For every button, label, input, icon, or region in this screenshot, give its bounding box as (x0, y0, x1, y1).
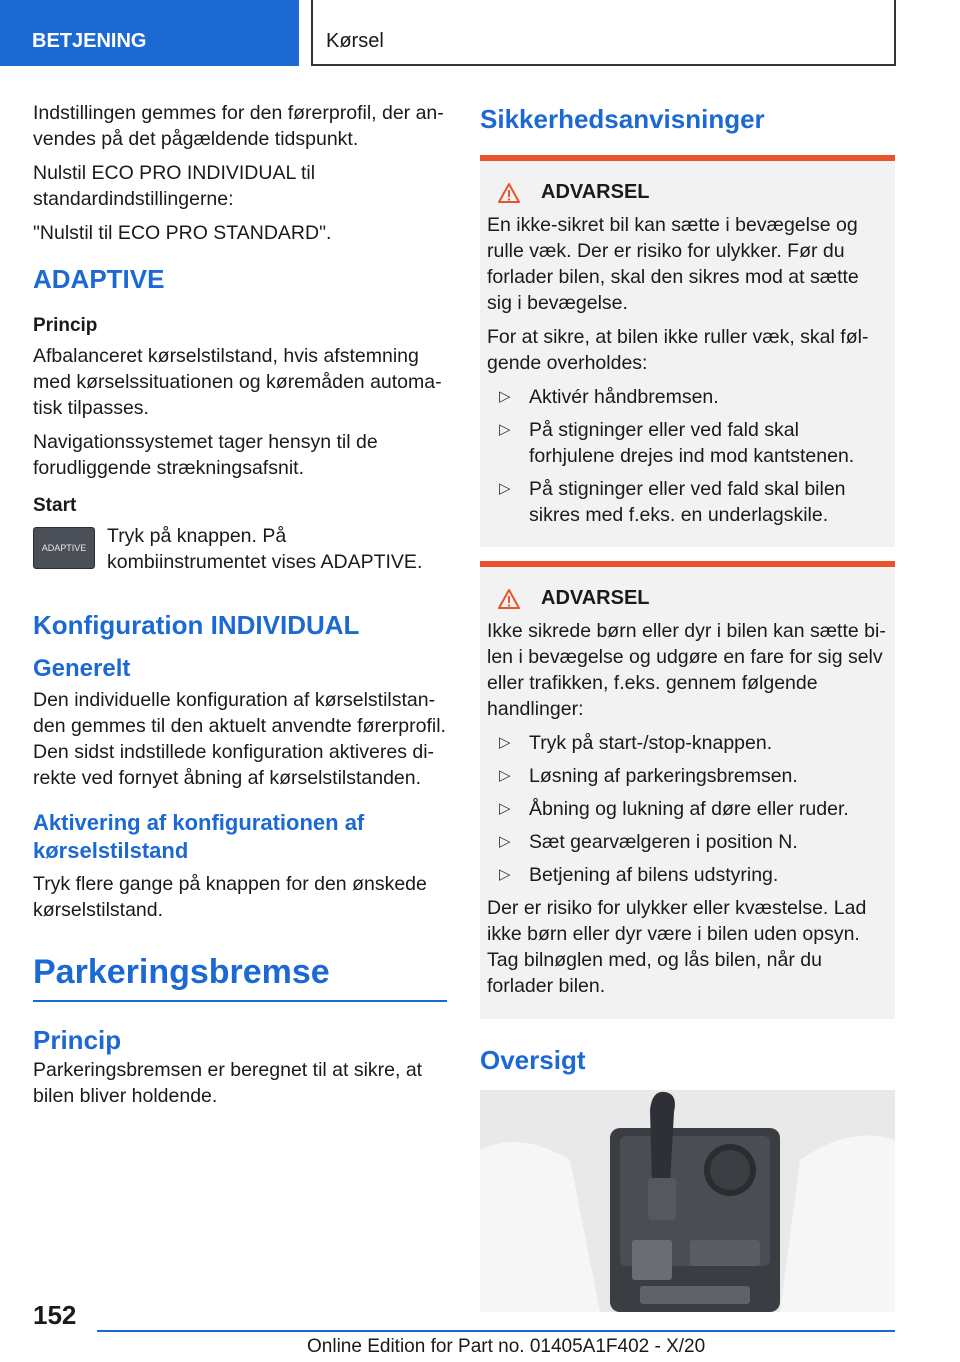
generelt-text: Den individuelle konfiguration af kørselstilstanden gemmes til den aktuelt anvendte førerprofil. Den sidst indstillede konfiguration aktiveres direkte ved fornyet åbning af kørselstilstanden. (33, 689, 446, 789)
aktivering-text: Tryk flere gange på knappen for den ønskede kørselstilstand. (33, 873, 427, 921)
warning1-text-2: For at sikre, at bilen ikke ruller væk, skal følgende overholdes: (487, 326, 869, 374)
right-column (480, 100, 895, 1312)
warning-triangle-icon (497, 182, 521, 204)
intro-paragraph-1: Indstillingen gemmes for den førerprofil, der anvendes på det pågældende tidspunkt. (33, 102, 444, 150)
princip-text-1: Afbalanceret kørselstilstand, hvis afstemning med kørselssituationen og køremåden automatisk tilpasses. (33, 345, 442, 419)
list-item: ▷ Aktivér håndbremsen. (499, 386, 719, 408)
footer-divider (97, 1330, 895, 1332)
section-tab: BETJENING (0, 0, 299, 66)
intro-paragraph-3: "Nulstil til ECO PRO STANDARD". (33, 222, 332, 244)
generelt-heading: Generelt (33, 655, 131, 682)
princip2-heading: Princip (33, 1025, 122, 1055)
warning-triangle-icon (497, 588, 521, 610)
bullet-triangle-icon: ▷ (499, 800, 511, 817)
bullet-triangle-icon: ▷ (499, 833, 511, 850)
adaptive-button-image: ADAPTIVE (33, 527, 95, 569)
page-number: 152 (33, 1300, 77, 1330)
list-item: ▷ Tryk på start-/stop-knappen. (499, 732, 773, 754)
intro-paragraph-2: Nulstil ECO PRO INDIVIDUAL til standardindstillingerne: (33, 162, 316, 210)
bullet-triangle-icon: ▷ (499, 767, 511, 784)
warning2-text-1: Ikke sikrede børn eller dyr i bilen kan sætte bilen i bevægelse og udgøre en fare for sig selv eller trafikken, f.eks. gennem følgende handlinger: (487, 620, 886, 720)
start-label: Start (33, 495, 77, 516)
princip-text-2: Navigationssystemet tager hensyn til de forudliggende strækningsafsnit. (33, 431, 378, 479)
sikkerhed-heading: Sikkerhedsanvisninger (480, 104, 765, 134)
list-item: ▷ På stigninger eller ved fald skal bilen sikres med f.eks. en underlagskile. (499, 478, 846, 526)
list-item: ▷ Åbning og lukning af døre eller ruder. (499, 798, 849, 820)
bullet-triangle-icon: ▷ (499, 421, 511, 438)
aktivering-heading: Aktivering af konfigurationen af kørselstilstand (33, 810, 365, 863)
bullet-triangle-icon: ▷ (499, 734, 511, 751)
warning1-list (499, 384, 887, 528)
warning-head-2 (497, 587, 887, 610)
list-item: ▷ Løsning af parkeringsbremsen. (499, 765, 798, 787)
warning-box-1 (480, 155, 895, 547)
warning-head-1 (497, 181, 887, 204)
footer-edition: Online Edition for Part no. 01405A1F402 - X/20 (307, 1336, 706, 1357)
adaptive-heading: ADAPTIVE (33, 264, 165, 294)
bullet-triangle-icon: ▷ (499, 388, 511, 405)
warning2-list (499, 730, 887, 888)
warning-label-1: ADVARSEL (541, 181, 650, 203)
warning2-text-2: Der er risiko for ulykker eller kvæstelse. Lad ikke børn eller dyr være i bilen uden opsyn. Tag bilnøglen med, og lås bilen, når du forlader bilen. (487, 897, 867, 997)
list-item: ▷ På stigninger eller ved fald skal forhjulene drejes ind mod kantstenen. (499, 419, 855, 467)
oversigt-heading: Oversigt (480, 1045, 586, 1075)
warning-box-2 (480, 561, 895, 1019)
bullet-triangle-icon: ▷ (499, 866, 511, 883)
start-text: Tryk på knappen. På kombiinstrumentet vises ADAPTIVE. (107, 525, 423, 573)
warning1-text-1: En ikke-sikret bil kan sætte i bevægelse og rulle væk. Der er risiko for ulykker. Før du forlader bilen, skal den sikres mod at sætte sig i bevægelse. (487, 214, 859, 314)
list-item: ▷ Sæt gearvælgeren i position N. (499, 831, 798, 853)
center-console-illustration (480, 1090, 895, 1312)
chapter-title: Kørsel (311, 0, 896, 66)
list-item: ▷ Betjening af bilens udstyring. (499, 864, 779, 886)
bullet-triangle-icon: ▷ (499, 480, 511, 497)
princip-label: Princip (33, 315, 98, 336)
princip2-text: Parkeringsbremsen er beregnet til at sikre, at bilen bliver holdende. (33, 1059, 423, 1107)
warning-label-2: ADVARSEL (541, 587, 650, 609)
left-column (33, 100, 447, 1117)
konfig-heading: Konfiguration INDIVIDUAL (33, 610, 360, 640)
parkeringsbremse-heading: Parkeringsbremse (33, 953, 447, 1002)
center-console-image (480, 1090, 895, 1312)
start-row (33, 523, 447, 583)
